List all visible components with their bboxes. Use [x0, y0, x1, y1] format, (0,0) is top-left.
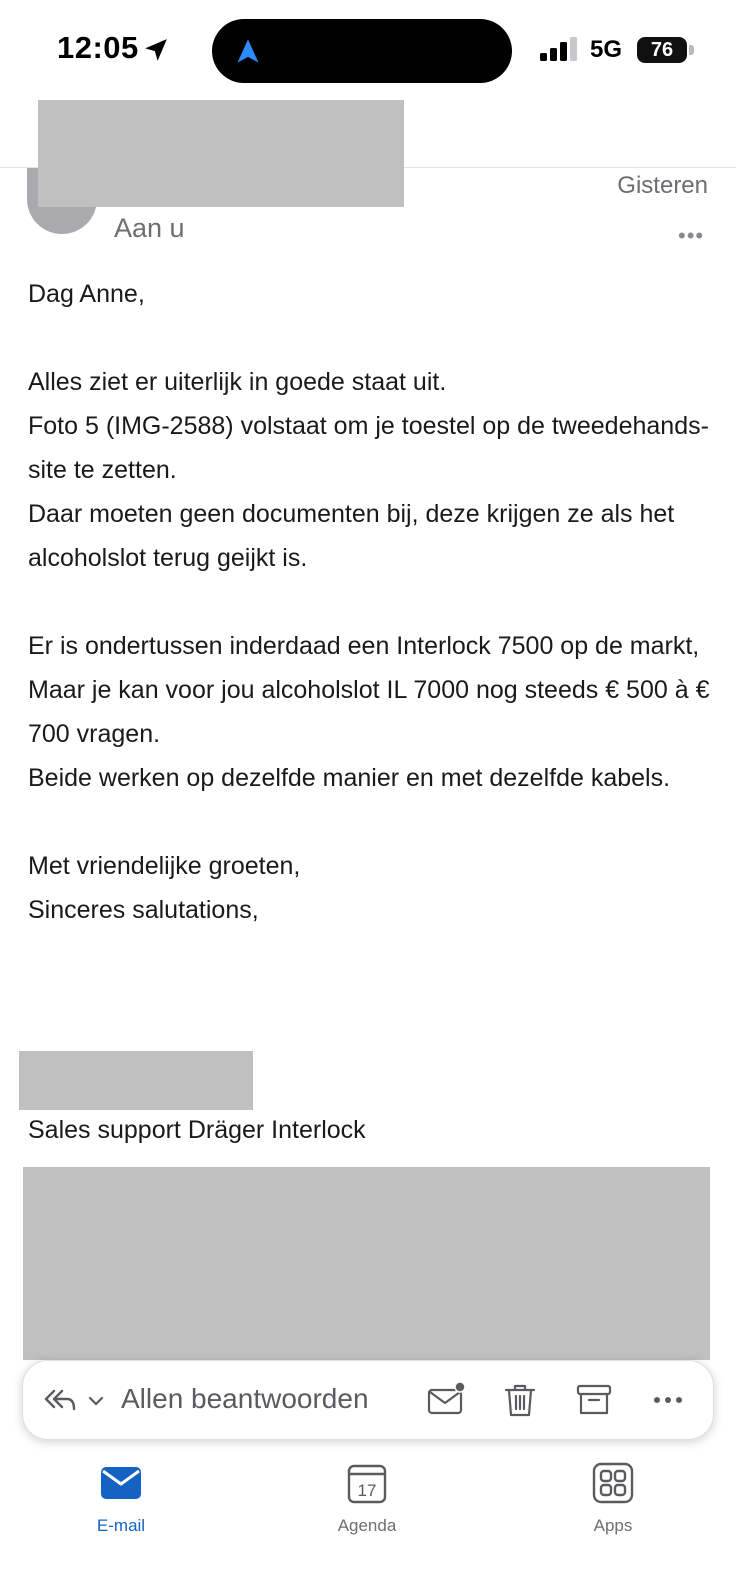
- apps-grid-icon: [591, 1462, 635, 1504]
- tab-label: E-mail: [96, 1516, 146, 1535]
- body-line: Foto 5 (IMG-2588) volstaat om je toestel op de tweedehands-site te zetten.: [28, 412, 709, 484]
- battery-tip: [689, 45, 694, 55]
- signal-strength-icon: [540, 37, 580, 61]
- tab-label: Agenda: [337, 1516, 397, 1535]
- body-line: Alles ziet er uiterlijk in goede staat uit.: [28, 368, 447, 396]
- archive-icon[interactable]: [575, 1381, 613, 1419]
- tab-agenda[interactable]: [307, 1462, 427, 1536]
- mark-unread-icon[interactable]: [427, 1381, 465, 1419]
- recipient-line[interactable]: Aan u: [114, 213, 185, 243]
- more-actions-icon[interactable]: [649, 1381, 687, 1419]
- blank-line: [28, 800, 718, 844]
- body-line: Er is ondertussen inderdaad een Interlock 7500 op de markt,: [28, 632, 700, 660]
- message-more-icon[interactable]: •••: [678, 223, 705, 248]
- chevron-down-icon[interactable]: [87, 1392, 105, 1410]
- tab-apps[interactable]: [553, 1462, 673, 1536]
- redacted-signature-block: [23, 1167, 710, 1360]
- calendar-icon: [345, 1462, 389, 1504]
- reply-all-button[interactable]: Allen beantwoorden: [121, 1383, 369, 1414]
- blank-line: [28, 580, 718, 624]
- trash-icon[interactable]: [501, 1381, 539, 1419]
- body-line: Sinceres salutations,: [28, 896, 259, 924]
- network-type: 5G: [590, 36, 623, 63]
- redacted-signature-name: [19, 1051, 253, 1110]
- status-bar: [0, 0, 736, 90]
- location-arrow-icon: [143, 37, 169, 63]
- tab-email[interactable]: [61, 1462, 181, 1536]
- signature-title: Sales support Dräger Interlock: [28, 1116, 366, 1144]
- body-line: Beide werken op dezelfde manier en met dezelfde kabels.: [28, 764, 671, 792]
- navigation-arrow-icon: [234, 37, 262, 65]
- body-line: Daar moeten geen documenten bij, deze krijgen ze als het alcoholslot terug geijkt is.: [28, 500, 675, 572]
- mail-icon: [99, 1462, 143, 1504]
- reply-toolbar: [22, 1360, 714, 1440]
- body-line: Maar je kan voor jou alcoholslot IL 7000 nog steeds € 500 à € 700 vragen.: [28, 676, 710, 748]
- body-line: Dag Anne,: [28, 280, 145, 308]
- battery-icon: [637, 37, 687, 63]
- message-date: Gisteren: [617, 172, 708, 199]
- message-body: [28, 272, 718, 932]
- dynamic-island: [212, 19, 512, 83]
- redacted-subject-sender: [38, 100, 404, 207]
- tab-label: Apps: [593, 1516, 633, 1535]
- calendar-day: 17: [357, 1481, 377, 1500]
- battery-level: 76: [650, 39, 674, 61]
- blank-line: [28, 316, 718, 360]
- body-line: Met vriendelijke groeten,: [28, 852, 301, 880]
- reply-all-icon[interactable]: [43, 1383, 77, 1417]
- status-time: 12:05: [57, 30, 139, 65]
